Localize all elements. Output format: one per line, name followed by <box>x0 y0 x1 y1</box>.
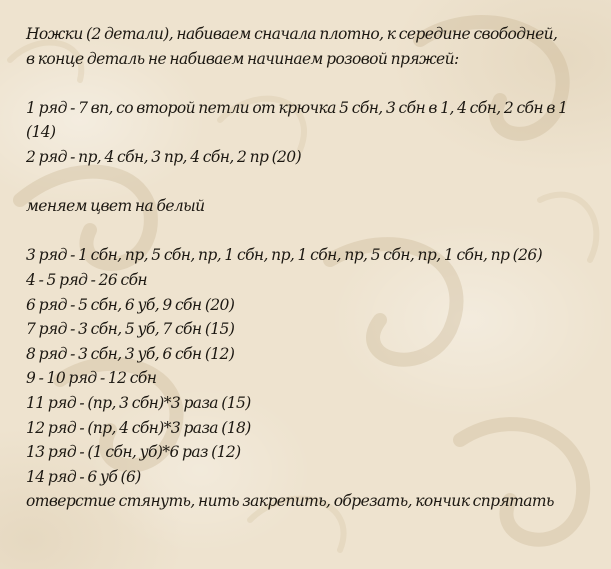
row-9-10: 9 - 10 ряд - 12 сбн <box>26 369 157 388</box>
row-2: 2 ряд - пр, 4 сбн, 3 пр, 4 сбн, 2 пр (20) <box>26 147 302 166</box>
intro-line-1: Ножки (2 детали), набиваем сначала плотно, к середине свободней, <box>26 25 558 43</box>
row-6: 6 ряд - 5 сбн, 6 уб, 9 сбн (20) <box>26 295 235 314</box>
spacer <box>26 71 596 96</box>
intro-line-2: в конце деталь не набиваем начинаем розовой пряжей: <box>26 49 459 68</box>
spacer <box>26 170 596 195</box>
row-8: 8 ряд - 3 сбн, 3 уб, 6 сбн (12) <box>26 344 235 363</box>
row-4-5: 4 - 5 ряд - 26 сбн <box>26 270 148 289</box>
color-change-note: меняем цвет на белый <box>26 197 205 216</box>
spacer <box>26 219 596 244</box>
row-11: 11 ряд - (пр, 3 сбн)*3 раза (15) <box>26 393 251 412</box>
crochet-instructions <box>26 22 596 514</box>
row-1-count: (14) <box>26 123 56 142</box>
row-13: 13 ряд - (1 сбн, уб)*6 раз (12) <box>26 443 241 462</box>
row-3: 3 ряд - 1 сбн, пр, 5 сбн, пр, 1 сбн, пр, 1 сбн, пр, 5 сбн, пр, 1 сбн, пр (26) <box>26 246 543 265</box>
row-7: 7 ряд - 3 сбн, 5 уб, 7 сбн (15) <box>26 320 235 339</box>
row-14: 14 ряд - 6 уб (6) <box>26 467 141 486</box>
row-1: 1 ряд - 7 вп, со второй петли от крючка 5 сбн, 3 сбн в 1, 4 сбн, 2 сбн в 1 <box>26 98 568 117</box>
finish-instructions: отверстие стянуть, нить закрепить, обрезать, кончик спрятать <box>26 492 554 511</box>
row-12: 12 ряд - (пр, 4 сбн)*3 раза (18) <box>26 418 251 437</box>
